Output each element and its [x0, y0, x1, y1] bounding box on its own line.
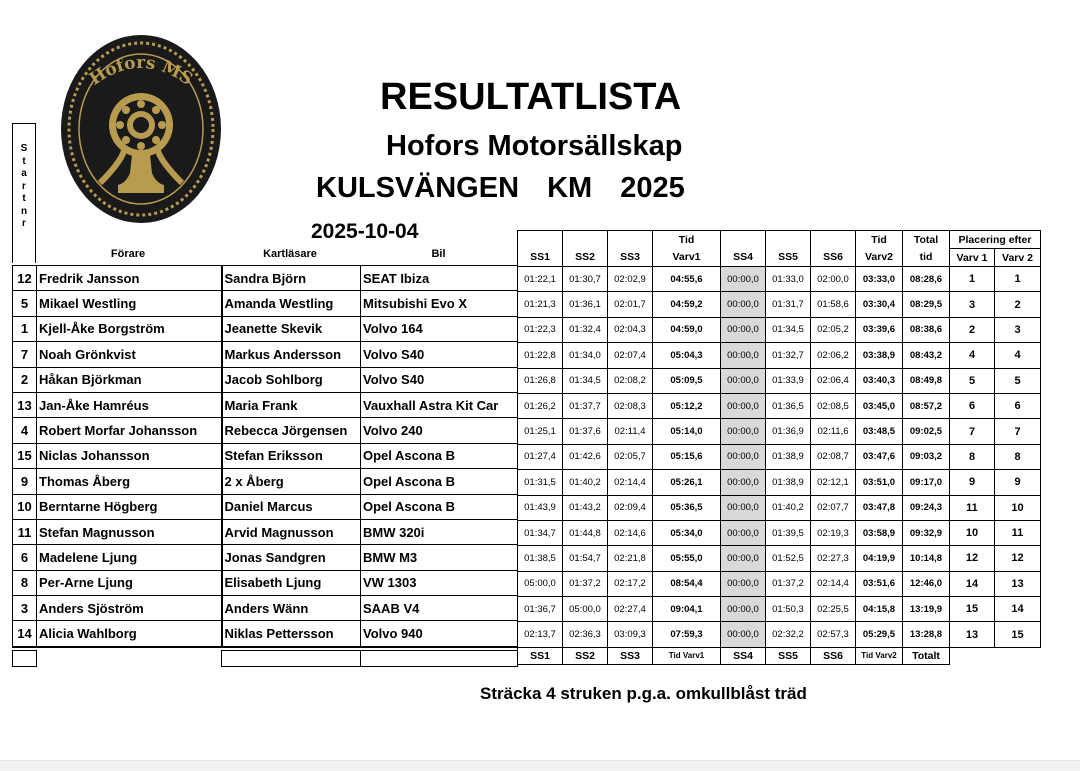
- cell-ss2: 01:40,2: [563, 470, 608, 495]
- participant-row: [13, 570, 518, 595]
- cell-p1: 6: [950, 393, 995, 418]
- start-number: 6: [13, 545, 37, 570]
- cell-p2: 5: [995, 368, 1041, 393]
- cell-ss4: 00:00,0: [721, 343, 766, 368]
- cell-p1: 4: [950, 343, 995, 368]
- header-forare: Förare: [110, 248, 146, 260]
- header-plac-varv2: Varv 2: [995, 249, 1041, 267]
- result-row: [518, 267, 1041, 292]
- cell-ss4: 00:00,0: [721, 622, 766, 647]
- driver-name: Mikael Westling: [37, 291, 222, 316]
- participants-table: [12, 265, 518, 648]
- cell-ss1: 01:26,8: [518, 368, 563, 393]
- cell-ss1: 01:34,7: [518, 520, 563, 545]
- cell-ss5: 01:37,2: [766, 571, 811, 596]
- co-driver-name: Rebecca Jörgensen: [222, 418, 361, 443]
- cell-ss4: 00:00,0: [721, 444, 766, 469]
- car-name: Mitsubishi Evo X: [361, 291, 518, 316]
- car-name: Opel Ascona B: [361, 494, 518, 519]
- co-driver-name: 2 x Åberg: [222, 469, 361, 494]
- cell-ss2: 01:37,2: [563, 571, 608, 596]
- cell-p1: 2: [950, 317, 995, 342]
- event-name: KULSVÄNGEN KM 2025: [316, 172, 685, 204]
- results-table: [517, 230, 1041, 665]
- cell-ss4: 00:00,0: [721, 597, 766, 622]
- footer-tid-varv1: Tid Varv1: [653, 647, 721, 664]
- cell-p1: 10: [950, 520, 995, 545]
- driver-name: Thomas Åberg: [37, 469, 222, 494]
- start-number: 11: [13, 519, 37, 544]
- driver-name: Per-Arne Ljung: [37, 570, 222, 595]
- cell-p2: 11: [995, 520, 1041, 545]
- cell-ss6: 02:11,6: [811, 419, 856, 444]
- result-row: [518, 622, 1041, 647]
- cell-p2: 1: [995, 267, 1041, 292]
- header-varv1: Varv1: [653, 249, 721, 267]
- cell-varv2: 03:38,9: [856, 343, 903, 368]
- cell-total: 09:24,3: [903, 495, 950, 520]
- cell-ss1: 01:26,2: [518, 393, 563, 418]
- cell-ss3: 02:14,4: [608, 470, 653, 495]
- cell-ss5: 01:32,7: [766, 343, 811, 368]
- cell-ss4: 00:00,0: [721, 267, 766, 292]
- cell-ss2: 01:34,0: [563, 343, 608, 368]
- cell-ss1: 01:21,3: [518, 292, 563, 317]
- cell-varv1: 04:55,6: [653, 267, 721, 292]
- page-title: RESULTATLISTA: [380, 76, 682, 118]
- cell-p2: 3: [995, 317, 1041, 342]
- cell-ss6: 02:07,7: [811, 495, 856, 520]
- car-name: Volvo 164: [361, 316, 518, 341]
- co-driver-name: Jonas Sandgren: [222, 545, 361, 570]
- result-row: [518, 444, 1041, 469]
- participant-row: [13, 596, 518, 621]
- car-name: Vauxhall Astra Kit Car: [361, 392, 518, 417]
- cell-varv1: 05:36,5: [653, 495, 721, 520]
- cell-varv2: 03:39,6: [856, 317, 903, 342]
- footer-ss4: SS4: [721, 647, 766, 664]
- start-number: 1: [13, 316, 37, 341]
- participant-row: [13, 316, 518, 341]
- start-number: 7: [13, 342, 37, 367]
- cell-ss6: 01:58,6: [811, 292, 856, 317]
- cell-ss2: 01:30,7: [563, 267, 608, 292]
- cell-p1: 1: [950, 267, 995, 292]
- participant-row: [13, 291, 518, 316]
- cell-varv1: 09:04,1: [653, 597, 721, 622]
- car-name: Opel Ascona B: [361, 443, 518, 468]
- driver-name: Noah Grönkvist: [37, 342, 222, 367]
- participant-row: [13, 367, 518, 392]
- cell-ss2: 01:42,6: [563, 444, 608, 469]
- footer-tid-varv2: Tid Varv2: [856, 647, 903, 664]
- car-name: Volvo 240: [361, 418, 518, 443]
- cell-ss4: 00:00,0: [721, 393, 766, 418]
- cell-ss5: 01:38,9: [766, 470, 811, 495]
- cell-total: 08:28,6: [903, 267, 950, 292]
- cell-p2: 9: [995, 470, 1041, 495]
- result-row: [518, 292, 1041, 317]
- cell-total: 13:19,9: [903, 597, 950, 622]
- cell-varv2: 03:45,0: [856, 393, 903, 418]
- cell-varv1: 05:14,0: [653, 419, 721, 444]
- cell-p2: 12: [995, 546, 1041, 571]
- cell-varv2: 04:15,8: [856, 597, 903, 622]
- cell-varv1: 05:12,2: [653, 393, 721, 418]
- cell-ss3: 02:21,8: [608, 546, 653, 571]
- cell-ss2: 01:43,2: [563, 495, 608, 520]
- cell-ss3: 02:05,7: [608, 444, 653, 469]
- cell-p2: 6: [995, 393, 1041, 418]
- result-row: [518, 343, 1041, 368]
- cell-p1: 15: [950, 597, 995, 622]
- result-row: [518, 495, 1041, 520]
- driver-name: Håkan Björkman: [37, 367, 222, 392]
- header-ss6: SS6: [811, 249, 856, 267]
- co-driver-name: Amanda Westling: [222, 291, 361, 316]
- start-number: 5: [13, 291, 37, 316]
- cell-total: 08:43,2: [903, 343, 950, 368]
- participant-row: [13, 494, 518, 519]
- driver-name: Niclas Johansson: [37, 443, 222, 468]
- cell-ss6: 02:08,7: [811, 444, 856, 469]
- cell-ss1: 01:27,4: [518, 444, 563, 469]
- driver-name: Robert Morfar Johansson: [37, 418, 222, 443]
- cell-ss1: 01:22,3: [518, 317, 563, 342]
- cell-varv2: 04:19,9: [856, 546, 903, 571]
- header-total-tid: tid: [903, 249, 950, 267]
- header-kartlasare: Kartläsare: [263, 248, 317, 260]
- cell-ss3: 03:09,3: [608, 622, 653, 647]
- cell-total: 08:49,8: [903, 368, 950, 393]
- co-driver-name: Jeanette Skevik: [222, 316, 361, 341]
- cell-varv2: 05:29,5: [856, 622, 903, 647]
- start-number: 15: [13, 443, 37, 468]
- result-row: [518, 368, 1041, 393]
- co-driver-name: Elisabeth Ljung: [222, 570, 361, 595]
- header-ss5: SS5: [766, 249, 811, 267]
- header-bil: Bil: [431, 248, 446, 260]
- cell-p2: 7: [995, 419, 1041, 444]
- cell-varv2: 03:58,9: [856, 520, 903, 545]
- footer-ss2: SS2: [563, 647, 608, 664]
- svg-text:Hofors MS: Hofors MS: [86, 52, 197, 90]
- cell-ss3: 02:17,2: [608, 571, 653, 596]
- co-driver-name: Daniel Marcus: [222, 494, 361, 519]
- start-number: 13: [13, 392, 37, 417]
- cell-p1: 9: [950, 470, 995, 495]
- event-date: 2025-10-04: [311, 220, 419, 243]
- result-row: [518, 597, 1041, 622]
- cell-varv1: 04:59,0: [653, 317, 721, 342]
- car-name: VW 1303: [361, 570, 518, 595]
- cell-ss2: 01:32,4: [563, 317, 608, 342]
- driver-name: Berntarne Högberg: [37, 494, 222, 519]
- cell-ss1: 02:13,7: [518, 622, 563, 647]
- participant-row: [13, 545, 518, 570]
- cell-varv2: 03:48,5: [856, 419, 903, 444]
- car-name: Volvo S40: [361, 342, 518, 367]
- start-number: 12: [13, 266, 37, 291]
- cell-ss5: 02:32,2: [766, 622, 811, 647]
- cell-ss5: 01:33,9: [766, 368, 811, 393]
- cell-total: 12:46,0: [903, 571, 950, 596]
- cell-p2: 2: [995, 292, 1041, 317]
- cell-total: 09:03,2: [903, 444, 950, 469]
- cell-ss4: 00:00,0: [721, 292, 766, 317]
- cell-ss3: 02:14,6: [608, 520, 653, 545]
- cell-ss3: 02:27,4: [608, 597, 653, 622]
- header-plac-varv1: Varv 1: [950, 249, 995, 267]
- cell-varv2: 03:51,6: [856, 571, 903, 596]
- cell-ss5: 01:52,5: [766, 546, 811, 571]
- cell-ss1: 01:43,9: [518, 495, 563, 520]
- cell-ss1: 01:36,7: [518, 597, 563, 622]
- start-number-header: S t a r t n r: [20, 143, 28, 229]
- footer-ss3: SS3: [608, 647, 653, 664]
- cell-varv1: 05:55,0: [653, 546, 721, 571]
- cell-varv2: 03:47,6: [856, 444, 903, 469]
- cell-p1: 14: [950, 571, 995, 596]
- cell-ss2: 01:36,1: [563, 292, 608, 317]
- participant-row: [13, 266, 518, 291]
- cell-ss5: 01:36,5: [766, 393, 811, 418]
- cell-p1: 8: [950, 444, 995, 469]
- start-number: 10: [13, 494, 37, 519]
- cell-ss6: 02:12,1: [811, 470, 856, 495]
- cell-varv1: 05:04,3: [653, 343, 721, 368]
- cell-varv1: 05:26,1: [653, 470, 721, 495]
- participant-row: [13, 342, 518, 367]
- footnote: Sträcka 4 struken p.g.a. omkullblåst träd: [480, 684, 807, 703]
- footer-ss6: SS6: [811, 647, 856, 664]
- cell-ss3: 02:01,7: [608, 292, 653, 317]
- cell-ss6: 02:06,2: [811, 343, 856, 368]
- cell-p1: 11: [950, 495, 995, 520]
- header-ss3: SS3: [608, 249, 653, 267]
- cell-ss5: 01:33,0: [766, 267, 811, 292]
- cell-ss2: 01:37,6: [563, 419, 608, 444]
- cell-total: 09:32,9: [903, 520, 950, 545]
- header-placering: Placering efter: [950, 231, 1041, 249]
- header-ss2: SS2: [563, 249, 608, 267]
- cell-varv2: 03:51,0: [856, 470, 903, 495]
- cell-total: 08:57,2: [903, 393, 950, 418]
- cell-ss3: 02:11,4: [608, 419, 653, 444]
- cell-p1: 7: [950, 419, 995, 444]
- cell-p1: 13: [950, 622, 995, 647]
- cell-ss1: 01:22,8: [518, 343, 563, 368]
- cell-total: 13:28,8: [903, 622, 950, 647]
- cell-p2: 13: [995, 571, 1041, 596]
- page-bottom-bar: [0, 760, 1080, 771]
- result-row: [518, 419, 1041, 444]
- co-driver-name: Sandra Björn: [222, 266, 361, 291]
- co-driver-name: Jacob Sohlborg: [222, 367, 361, 392]
- driver-name: Madelene Ljung: [37, 545, 222, 570]
- header-total: Total: [903, 231, 950, 249]
- cell-p1: 3: [950, 292, 995, 317]
- start-number: 2: [13, 367, 37, 392]
- footer-ss5: SS5: [766, 647, 811, 664]
- cell-ss1: 01:22,1: [518, 267, 563, 292]
- header-ss1: SS1: [518, 249, 563, 267]
- co-driver-name: Arvid Magnusson: [222, 519, 361, 544]
- cell-varv1: 08:54,4: [653, 571, 721, 596]
- cell-p1: 5: [950, 368, 995, 393]
- start-number: 3: [13, 596, 37, 621]
- cell-ss2: 01:54,7: [563, 546, 608, 571]
- cell-ss5: 01:34,5: [766, 317, 811, 342]
- driver-name: Alicia Wahlborg: [37, 621, 222, 647]
- cell-p2: 4: [995, 343, 1041, 368]
- cell-p2: 14: [995, 597, 1041, 622]
- cell-ss1: 01:25,1: [518, 419, 563, 444]
- header-tid-1: Tid: [653, 231, 721, 249]
- cell-ss6: 02:27,3: [811, 546, 856, 571]
- cell-ss4: 00:00,0: [721, 520, 766, 545]
- cell-ss1: 01:38,5: [518, 546, 563, 571]
- cell-ss6: 02:00,0: [811, 267, 856, 292]
- cell-total: 09:02,5: [903, 419, 950, 444]
- cell-varv1: 05:09,5: [653, 368, 721, 393]
- cell-p2: 8: [995, 444, 1041, 469]
- cell-total: 10:14,8: [903, 546, 950, 571]
- co-driver-name: Niklas Pettersson: [222, 621, 361, 647]
- footer-totalt: Totalt: [903, 647, 950, 664]
- cell-ss5: 01:39,5: [766, 520, 811, 545]
- cell-varv1: 05:15,6: [653, 444, 721, 469]
- cell-varv2: 03:30,4: [856, 292, 903, 317]
- start-number: 14: [13, 621, 37, 647]
- driver-name: Kjell-Åke Borgström: [37, 316, 222, 341]
- result-row: [518, 520, 1041, 545]
- participant-row: [13, 621, 518, 647]
- cell-total: 08:29,5: [903, 292, 950, 317]
- car-name: Volvo S40: [361, 367, 518, 392]
- car-name: Opel Ascona B: [361, 469, 518, 494]
- cell-ss3: 02:08,2: [608, 368, 653, 393]
- cell-ss3: 02:07,4: [608, 343, 653, 368]
- cell-ss4: 00:00,0: [721, 368, 766, 393]
- driver-name: Fredrik Jansson: [37, 266, 222, 291]
- result-row: [518, 393, 1041, 418]
- cell-ss6: 02:25,5: [811, 597, 856, 622]
- car-name: BMW 320i: [361, 519, 518, 544]
- header-ss4: SS4: [721, 249, 766, 267]
- car-name: SAAB V4: [361, 596, 518, 621]
- cell-ss2: 02:36,3: [563, 622, 608, 647]
- cell-varv1: 04:59,2: [653, 292, 721, 317]
- driver-name: Anders Sjöström: [37, 596, 222, 621]
- cell-p2: 15: [995, 622, 1041, 647]
- header-tid-2: Tid: [856, 231, 903, 249]
- cell-ss1: 01:31,5: [518, 470, 563, 495]
- cell-p1: 12: [950, 546, 995, 571]
- driver-name: Jan-Åke Hamréus: [37, 392, 222, 417]
- cell-ss6: 02:08,5: [811, 393, 856, 418]
- result-row: [518, 317, 1041, 342]
- start-number: 9: [13, 469, 37, 494]
- start-number: 4: [13, 418, 37, 443]
- co-driver-name: Markus Andersson: [222, 342, 361, 367]
- participant-row: [13, 392, 518, 417]
- driver-name: Stefan Magnusson: [37, 519, 222, 544]
- footer-ss1: SS1: [518, 647, 563, 664]
- cell-ss6: 02:57,3: [811, 622, 856, 647]
- cell-ss2: 01:37,7: [563, 393, 608, 418]
- cell-varv2: 03:33,0: [856, 267, 903, 292]
- participant-row: [13, 443, 518, 468]
- result-row: [518, 470, 1041, 495]
- cell-total: 09:17,0: [903, 470, 950, 495]
- cell-ss6: 02:19,3: [811, 520, 856, 545]
- cell-ss5: 01:40,2: [766, 495, 811, 520]
- co-driver-name: Anders Wänn: [222, 596, 361, 621]
- result-row: [518, 571, 1041, 596]
- cell-ss4: 00:00,0: [721, 317, 766, 342]
- cell-ss5: 01:38,9: [766, 444, 811, 469]
- participants-footer: [12, 650, 518, 667]
- cell-varv2: 03:40,3: [856, 368, 903, 393]
- cell-ss5: 01:50,3: [766, 597, 811, 622]
- car-name: BMW M3: [361, 545, 518, 570]
- cell-ss6: 02:06,4: [811, 368, 856, 393]
- cell-ss3: 02:09,4: [608, 495, 653, 520]
- cell-ss2: 05:00,0: [563, 597, 608, 622]
- cell-total: 08:38,6: [903, 317, 950, 342]
- header-varv2: Varv2: [856, 249, 903, 267]
- participant-row: [13, 469, 518, 494]
- cell-ss2: 01:34,5: [563, 368, 608, 393]
- cell-ss4: 00:00,0: [721, 419, 766, 444]
- car-name: Volvo 940: [361, 621, 518, 647]
- cell-varv1: 05:34,0: [653, 520, 721, 545]
- cell-ss3: 02:04,3: [608, 317, 653, 342]
- cell-ss6: 02:05,2: [811, 317, 856, 342]
- co-driver-name: Stefan Eriksson: [222, 443, 361, 468]
- result-row: [518, 546, 1041, 571]
- cell-ss3: 02:02,9: [608, 267, 653, 292]
- participant-row: [13, 519, 518, 544]
- cell-varv1: 07:59,3: [653, 622, 721, 647]
- cell-ss2: 01:44,8: [563, 520, 608, 545]
- cell-ss4: 00:00,0: [721, 470, 766, 495]
- cell-ss5: 01:31,7: [766, 292, 811, 317]
- cell-ss3: 02:08,3: [608, 393, 653, 418]
- cell-ss4: 00:00,0: [721, 495, 766, 520]
- cell-varv2: 03:47,8: [856, 495, 903, 520]
- car-name: SEAT Ibiza: [361, 266, 518, 291]
- club-logo: [60, 33, 222, 225]
- cell-ss5: 01:36,9: [766, 419, 811, 444]
- cell-ss4: 00:00,0: [721, 546, 766, 571]
- club-name: Hofors Motorsällskap: [386, 130, 683, 162]
- participant-row: [13, 418, 518, 443]
- cell-ss6: 02:14,4: [811, 571, 856, 596]
- start-number: 8: [13, 570, 37, 595]
- cell-ss4: 00:00,0: [721, 571, 766, 596]
- co-driver-name: Maria Frank: [222, 392, 361, 417]
- cell-ss1: 05:00,0: [518, 571, 563, 596]
- cell-p2: 10: [995, 495, 1041, 520]
